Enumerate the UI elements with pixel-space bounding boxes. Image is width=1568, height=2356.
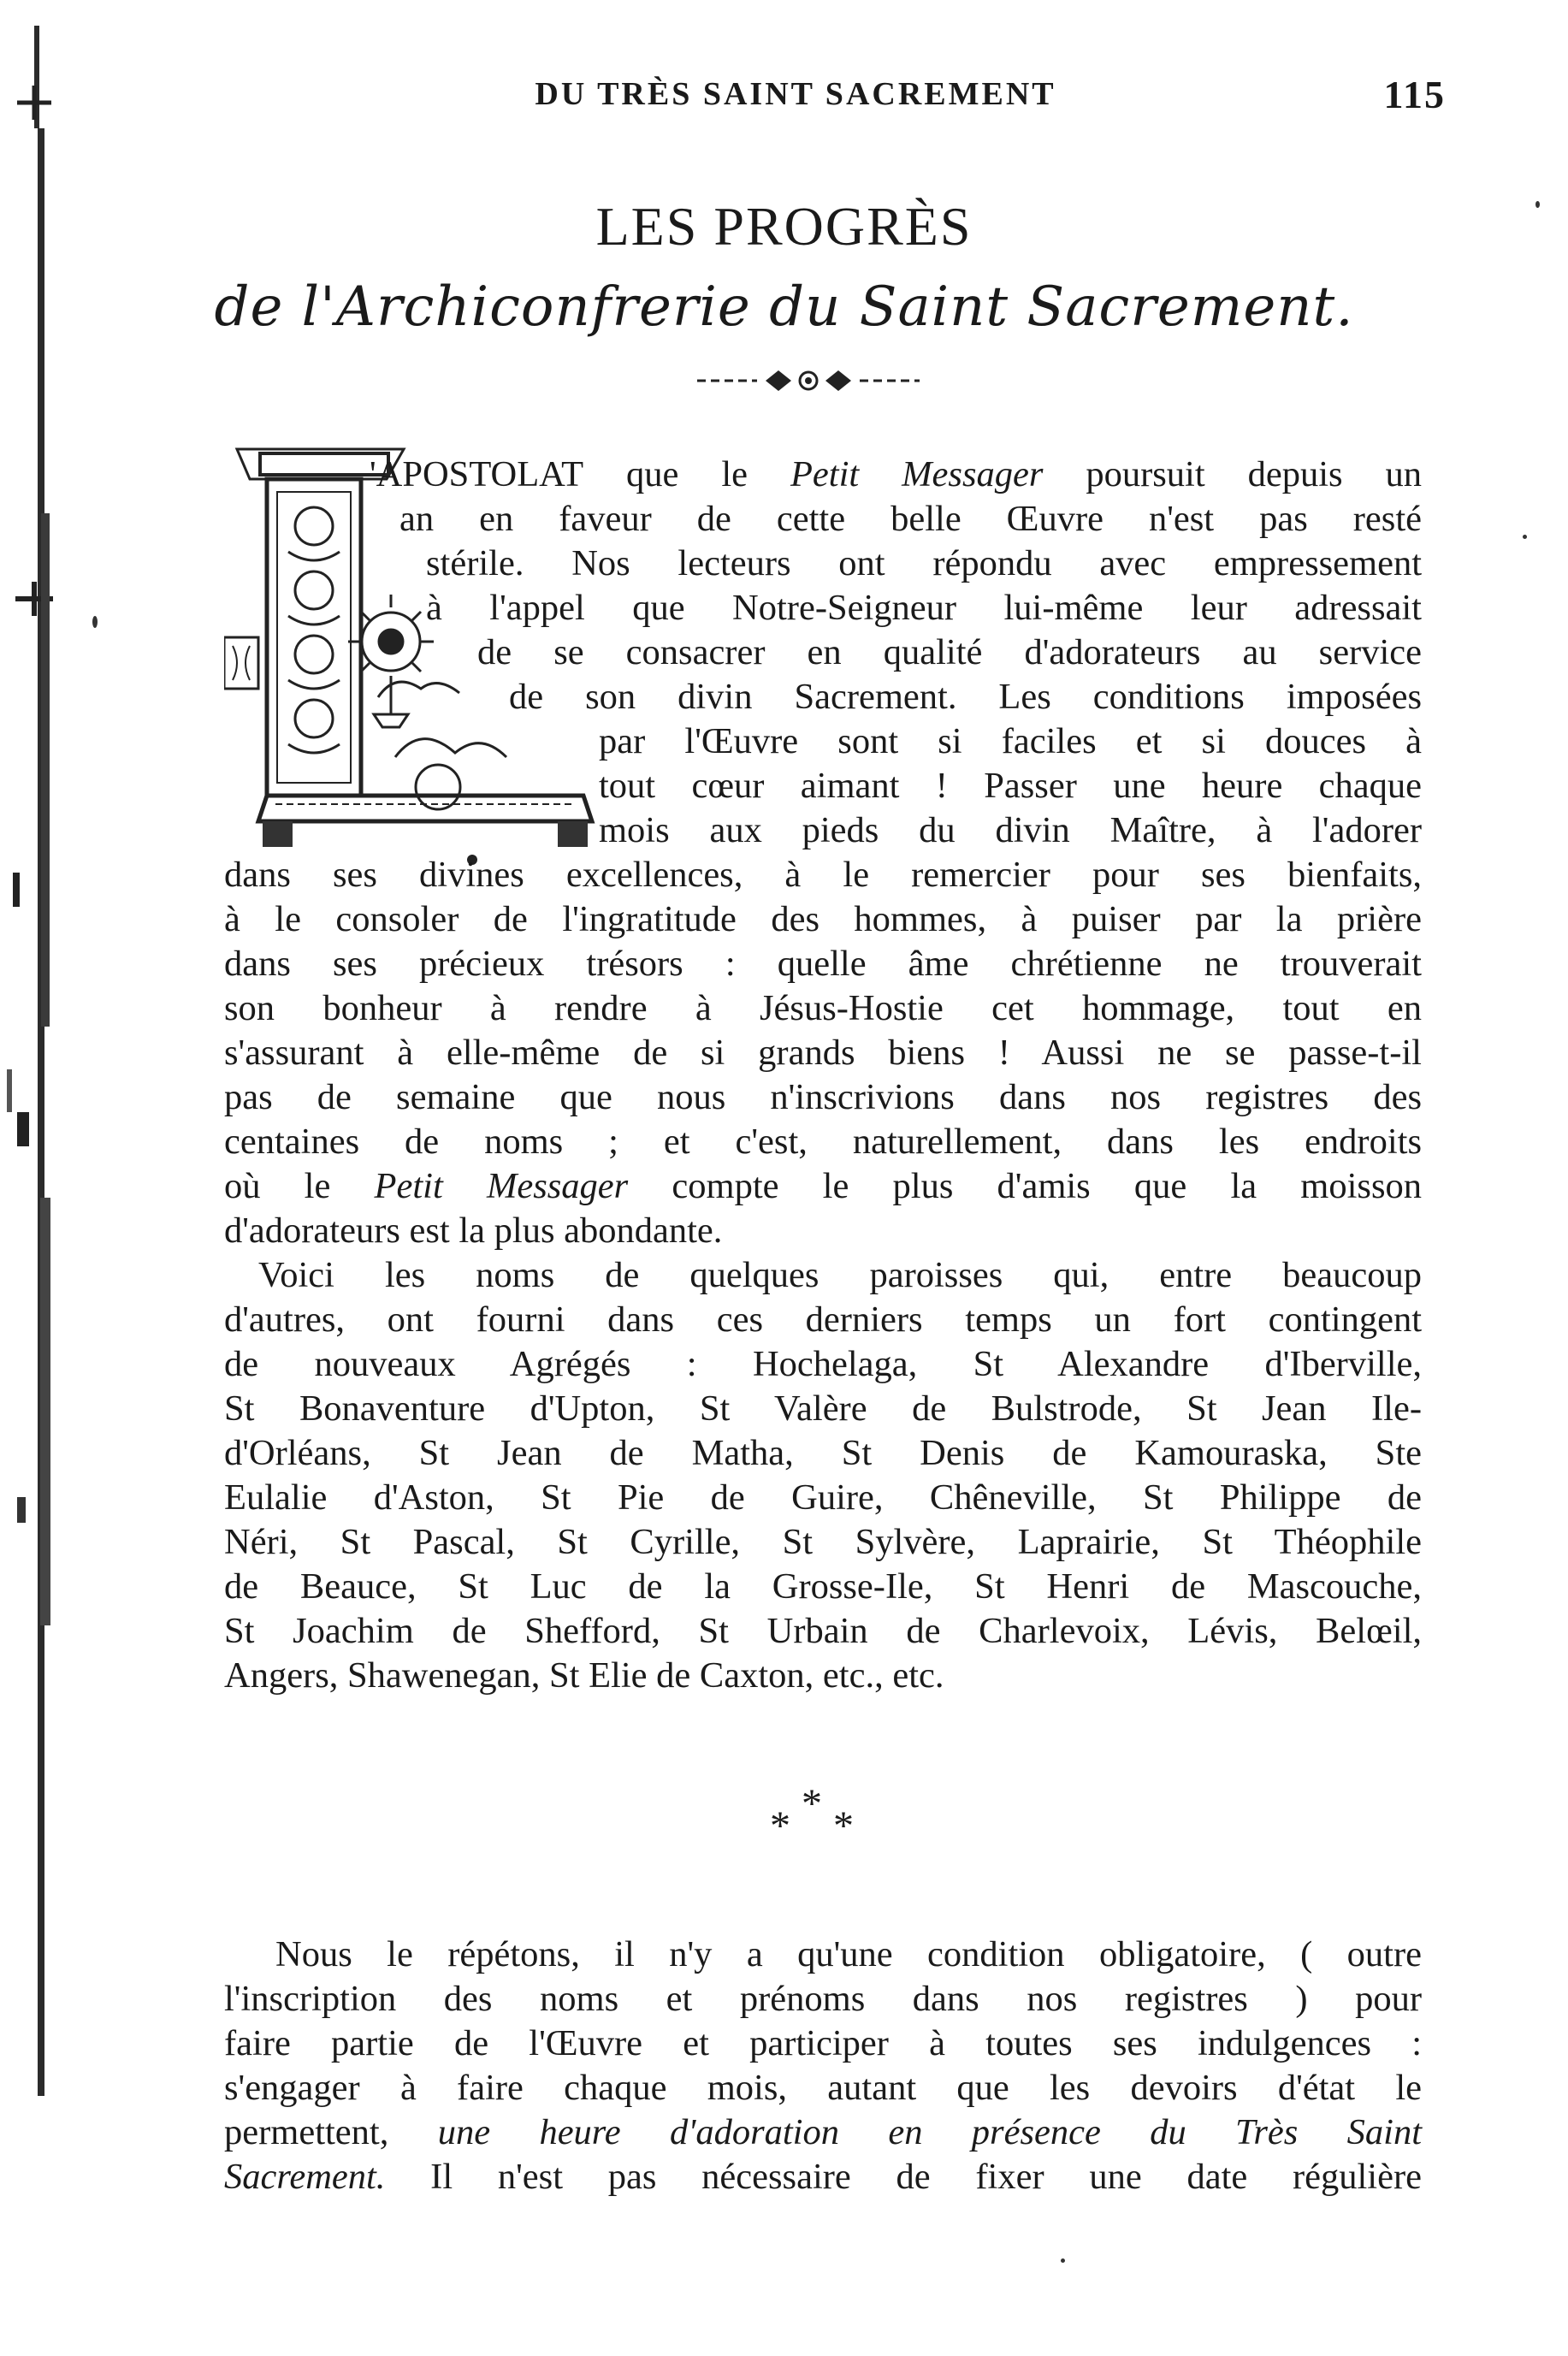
text-line: 'APOSTOLAT que le Petit Messager poursuit depuis un <box>370 454 1422 494</box>
text-line: s'engager à faire chaque mois, autant que les devoirs d'état le <box>224 2068 1422 2108</box>
scan-speck <box>1535 201 1540 208</box>
text-line: faire partie de l'Œuvre et participer à toutes ses indulgences : <box>224 2023 1422 2063</box>
text-line: Sacrement. Il n'est pas nécessaire de fixer une date régulière <box>224 2157 1422 2197</box>
text-line: pas de semaine que nous n'inscrivions dans nos registres des <box>224 1077 1422 1117</box>
text-line: Néri, St Pascal, St Cyrille, St Sylvère, Laprairie, St Théophile <box>224 1522 1422 1562</box>
text-line: où le Petit Messager compte le plus d'amis que la moisson <box>224 1166 1422 1206</box>
text-line: dans ses divines excellences, à le remercier pour ses bienfaits, <box>224 855 1422 895</box>
text-line: à l'appel que Notre-Seigneur lui-même leur adressait <box>426 588 1422 628</box>
article-subtitle: de l'Archiconfrerie du Saint Sacrement. <box>214 275 1354 339</box>
text-line: par l'Œuvre sont si faciles et si douces à <box>599 721 1422 761</box>
scan-speck <box>1061 2258 1065 2263</box>
text-line: de son divin Sacrement. Les conditions imposées <box>509 677 1422 717</box>
scan-speck <box>92 616 98 628</box>
text-line: Angers, Shawenegan, St Elie de Caxton, etc., etc. <box>224 1655 944 1696</box>
article-title: LES PROGRÈS <box>595 196 973 257</box>
text-line: à le consoler de l'ingratitude des hommes, à puiser par la prière <box>224 899 1422 939</box>
text-line: de se consacrer en qualité d'adorateurs au service <box>477 632 1422 672</box>
text-line: an en faveur de cette belle Œuvre n'est pas resté <box>399 499 1422 539</box>
text-line: son bonheur à rendre à Jésus-Hostie cet hommage, tout en <box>224 988 1422 1028</box>
text-line: stérile. Nos lecteurs ont répondu avec empressement <box>426 543 1422 583</box>
text-line: tout cœur aimant ! Passer une heure chaque <box>599 766 1422 806</box>
scan-speck <box>1523 535 1527 539</box>
text-line: d'Orléans, St Jean de Matha, St Denis de Kamouraska, Ste <box>224 1433 1422 1473</box>
text-line: mois aux pieds du divin Maître, à l'adorer <box>599 810 1422 850</box>
text-line: Eulalie d'Aston, St Pie de Guire, Chêneville, St Philippe de <box>224 1477 1422 1518</box>
running-head: DU TRÈS SAINT SACREMENT <box>535 76 1056 112</box>
text-line: de nouveaux Agrégés : Hochelaga, St Alexandre d'Iberville, <box>224 1344 1422 1384</box>
text-line: d'autres, ont fourni dans ces derniers temps un fort contingent <box>224 1299 1422 1340</box>
text-line: de Beauce, St Luc de la Grosse-Ile, St Henri de Mascouche, <box>224 1566 1422 1607</box>
section-break-asterisks: * * * <box>770 1781 854 1849</box>
text-line: dans ses précieux trésors : quelle âme chrétienne ne trouverait <box>224 944 1422 984</box>
text-line: s'assurant à elle-même de si grands biens ! Aussi ne se passe-t-il <box>224 1033 1422 1073</box>
text-line: centaines de noms ; et c'est, naturellement, dans les endroits <box>224 1122 1422 1162</box>
binding-edge <box>0 0 68 2356</box>
text-line: St Bonaventure d'Upton, St Valère de Bulstrode, St Jean Ile- <box>224 1388 1422 1429</box>
text-line: Voici les noms de quelques paroisses qui, entre beaucoup <box>258 1255 1422 1295</box>
text-line: permettent, une heure d'adoration en présence du Très Saint <box>224 2112 1422 2152</box>
text-line: l'inscription des noms et prénoms dans nos registres ) pour <box>224 1979 1422 2019</box>
page-number: 115 <box>1383 73 1446 116</box>
text-line: d'adorateurs est la plus abondante. <box>224 1211 723 1251</box>
title-ornament <box>693 364 924 398</box>
text-line: Nous le répétons, il n'y a qu'une condition obligatoire, ( outre <box>275 1934 1422 1974</box>
text-line: St Joachim de Shefford, St Urbain de Charlevoix, Lévis, Belœil, <box>224 1611 1422 1651</box>
